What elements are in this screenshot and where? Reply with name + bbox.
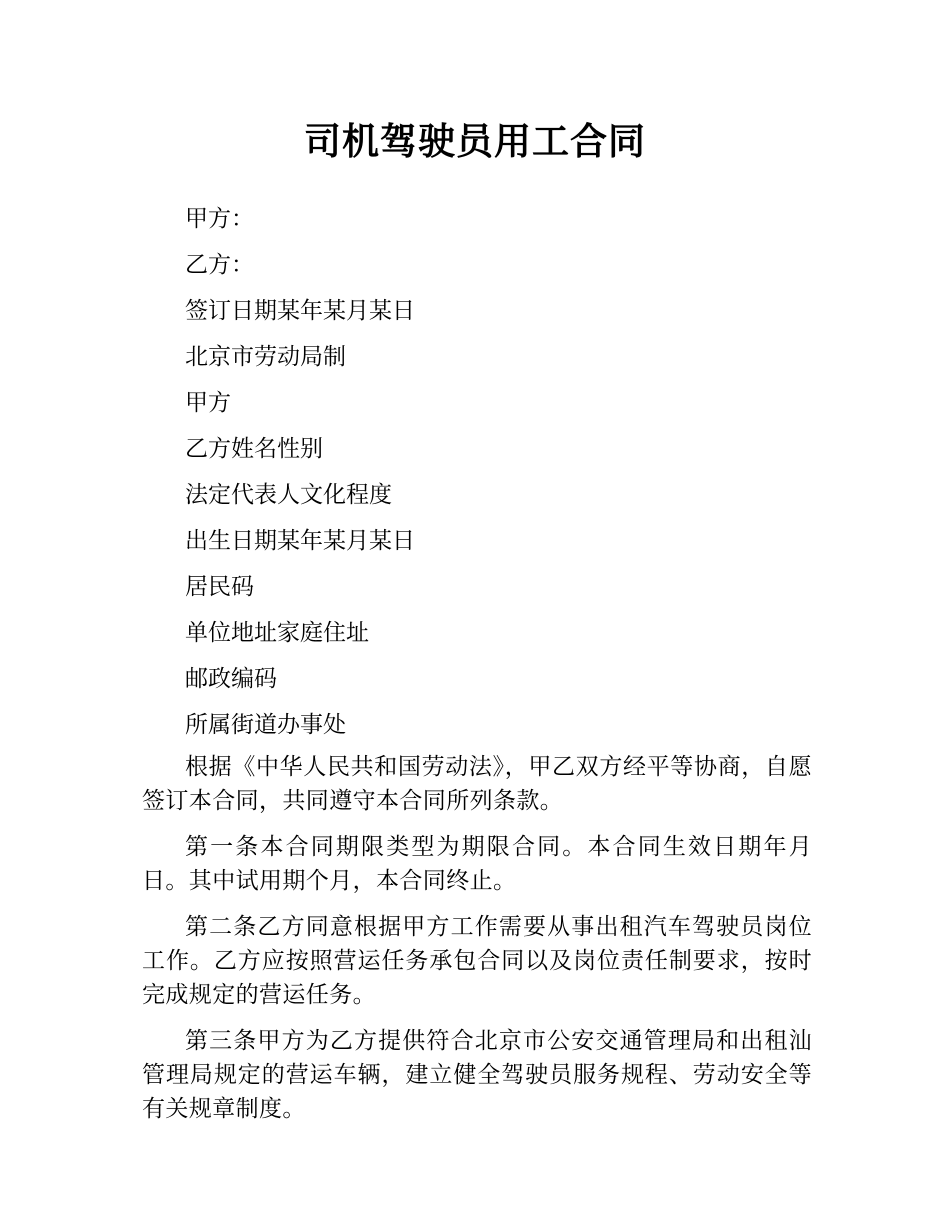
party-a-label: 甲方 bbox=[185, 390, 231, 416]
legal-rep-education-line: 法定代表人文化程度 bbox=[185, 482, 392, 508]
party-b-line: 乙方： bbox=[185, 252, 254, 278]
party-a-line: 甲方： bbox=[185, 206, 254, 232]
article-2-paragraph: 第二条乙方同意根据甲方工作需要从事出租汽车驾驶员岗位工作。乙方应按照营运任务承包合同以及岗位责任制要求，按时完成规定的营运任务。 bbox=[142, 914, 812, 1008]
article-1-paragraph: 第一条本合同期限类型为期限合同。本合同生效日期年月日。其中试用期个月，本合同终止。 bbox=[142, 834, 812, 894]
issuer-line: 北京市劳动局制 bbox=[185, 344, 346, 370]
article-3-paragraph: 第三条甲方为乙方提供符合北京市公安交通管理局和出租汕管理局规定的营运车辆，建立健全驾驶员服务规程、劳动安全等有关规章制度。 bbox=[142, 1028, 812, 1122]
postal-code-line: 邮政编码 bbox=[185, 666, 277, 692]
address-line: 单位地址家庭住址 bbox=[185, 620, 369, 646]
resident-code-line: 居民码 bbox=[185, 574, 254, 600]
signing-date-line: 签订日期某年某月某日 bbox=[185, 298, 415, 324]
party-b-name-gender-line: 乙方姓名性别 bbox=[185, 436, 323, 462]
birth-date-line: 出生日期某年某月某日 bbox=[185, 528, 415, 554]
document-body bbox=[142, 196, 812, 1138]
preamble-paragraph: 根据《中华人民共和国劳动法》，甲乙双方经平等协商，自愿签订本合同，共同遵守本合同所列条款。 bbox=[142, 754, 812, 814]
street-office-line: 所属街道办事处 bbox=[185, 712, 346, 738]
document-title: 司机驾驶员用工合同 bbox=[304, 120, 646, 163]
